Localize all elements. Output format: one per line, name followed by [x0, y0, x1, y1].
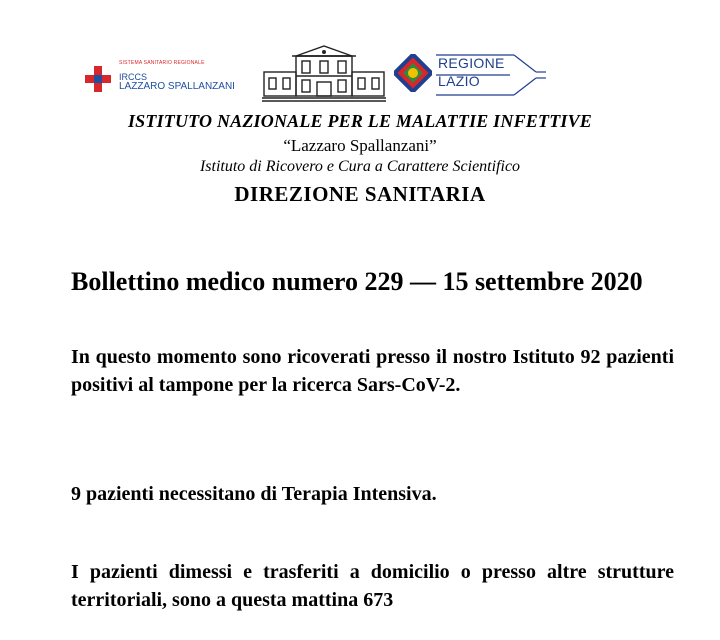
- institute-name: ISTITUTO NAZIONALE PER LE MALATTIE INFETTIVE: [127, 111, 593, 131]
- spallanzani-logo-name: LAZZARO SPALLANZANI: [119, 81, 235, 92]
- logo-bar: [0, 42, 720, 110]
- spallanzani-logo-irccs: IRCCS: [119, 72, 148, 82]
- bulletin-title: Bollettino medico numero 229 — 15 settembre 2020: [71, 267, 643, 296]
- bulletin-paragraph: 9 pazienti necessitano di Terapia Intensiva.: [71, 483, 437, 505]
- red-cross-icon: [85, 66, 111, 92]
- regione-emblem-icon: [394, 54, 432, 92]
- regione-logo-line2: LAZIO: [438, 73, 480, 89]
- regione-logo-line1: REGIONE: [438, 55, 505, 71]
- department-title: DIREZIONE SANITARIA: [234, 182, 486, 206]
- regione-lazio-logo: [394, 52, 554, 98]
- institute-subtitle: Istituto di Ricovero e Cura a Carattere Scientifico: [199, 158, 521, 175]
- bulletin-paragraph: I pazienti dimessi e trasferiti a domicilio o presso altre strutture territoriali, sono a questa mattina 673: [71, 561, 674, 611]
- bulletin-paragraph: In questo momento sono ricoverati presso il nostro Istituto 92 pazienti positivi al tampone per la ricerca Sars-CoV-2.: [71, 346, 674, 396]
- spallanzani-logo: [85, 56, 255, 96]
- institute-subname: “Lazzaro Spallanzani”: [283, 136, 437, 155]
- building-icon: [262, 42, 386, 104]
- spallanzani-logo-top-line: SISTEMA SANITARIO REGIONALE: [119, 60, 205, 66]
